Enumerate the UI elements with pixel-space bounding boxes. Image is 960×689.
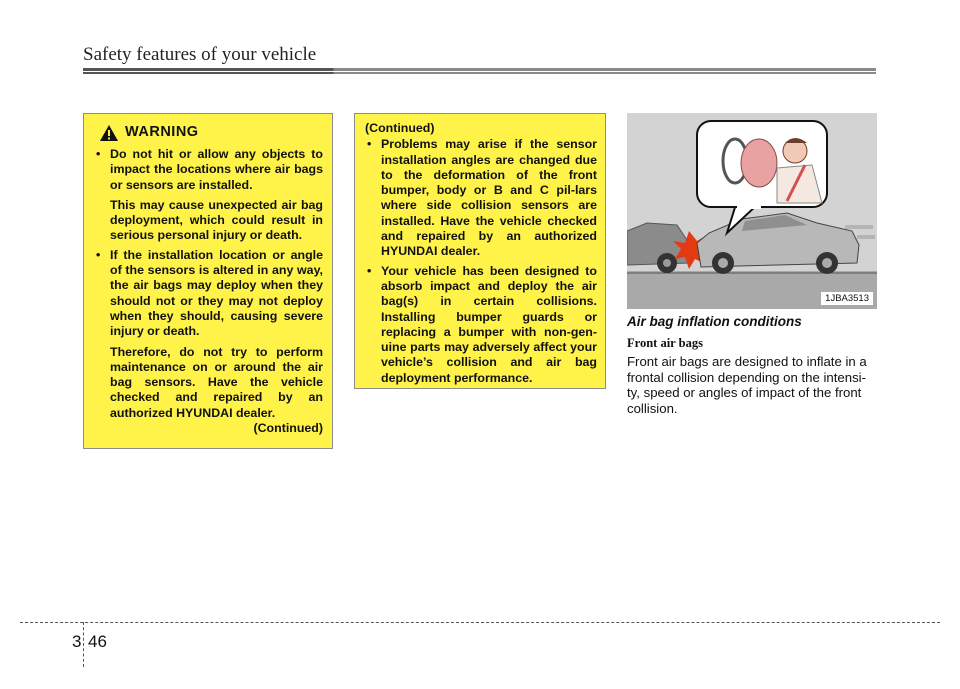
section-heading: Air bag inflation conditions	[627, 314, 802, 329]
inflation-conditions-section	[627, 314, 878, 416]
continued-warning-box	[354, 113, 606, 389]
continued-label-top: (Continued)	[365, 121, 435, 135]
airbag-collision-illustration	[627, 113, 877, 309]
collision-drawing	[627, 113, 877, 309]
warning-item-1-detail: This may cause unexpected air bag deployment, which could result in serious personal injury or death.	[110, 197, 323, 243]
page-number: 46	[88, 632, 107, 651]
continued-item-2: • Your vehicle has been designed to absorb impact and deploy the air bag(s) in certain collisions. Installing bumper guards or replacing a bumper with non-gen-uine parts may adversely affect your vehicle’s collision and air bag deployment performance.	[365, 264, 597, 386]
illustration-code: 1JBA3513	[820, 291, 874, 306]
footer-rule	[20, 622, 940, 623]
warning-triangle-icon	[99, 124, 119, 142]
warning-title: WARNING	[125, 124, 199, 141]
section-subheading: Front air bags	[627, 336, 703, 350]
continued-label: (Continued)	[253, 421, 323, 436]
footer-divider	[83, 622, 84, 667]
warning-item-2-detail: Therefore, do not try to perform maintenance on or around the air bag sensors. Have the vehicle checked and repaired by an authorized HYUNDAI dealer.	[110, 344, 323, 420]
page-header-title: Safety features of your vehicle	[83, 44, 317, 65]
warning-box	[83, 113, 333, 449]
warning-header	[99, 124, 323, 142]
chapter-number: 3	[72, 632, 82, 651]
header-rule	[83, 68, 876, 74]
warning-item-2: • If the installation location or angle of the sensors is altered in any way, the air bags may deploy when they should not or they may not deploy when they should, causing severe injury or death.	[94, 248, 323, 340]
continued-item-1: • Problems may arise if the sensor installation angles are changed due to the deformation of the front bumper, body or B and C pil-lars where side collision sensors are installed. Have the vehicle checked and repaired by an authorized HYUNDAI dealer.	[365, 137, 597, 259]
warning-item-1: • Do not hit or allow any objects to impact the locations where air bags or sensors are installed.	[94, 147, 323, 193]
section-body: Front air bags are designed to inflate in a frontal collision depending on the intensi-ty, speed or angles of impact of the front collision.	[627, 354, 867, 416]
